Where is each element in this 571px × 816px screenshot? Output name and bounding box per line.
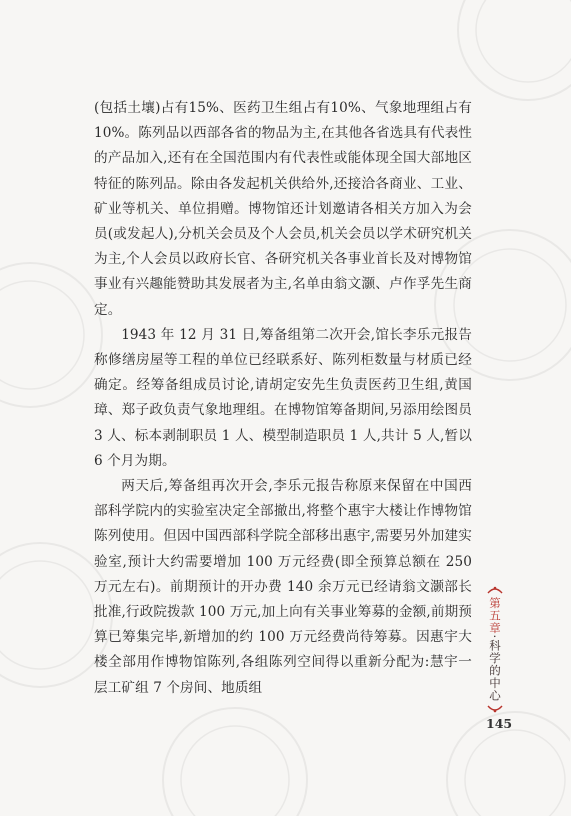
body-text [94,96,477,701]
chapter-label: 第五章 [488,597,502,635]
paragraph-2: 1943 年 12 月 31 日,筹备组第二次开会,馆长李乐元报告称修缮房屋等工程的单位已经联系好、陈列柜数量与材质已经确定。经筹备组成员讨论,请胡定安先生负责医药卫生组,黄国璋、郑子政负责气象地理组。在博物馆筹备期间,另添用绘图员 3 人、标本剥制职员 1 人、模型制造职员 1 人,共计 5 人,暂以 6 个月为期。 [94,326,477,469]
chapter-tab [484,585,506,714]
paragraph-1: (包括土壤)占有15%、医药卫生组占有10%、气象地理组占有10%。陈列品以西部各省的物品为主,在其他各省选具有代表性的产品加入,还有在全国范围内有代表性或能体现全国大部地区特征的陈列品。除由各发起机关供给外,还接洽各商业、工业、矿业等机关、单位捐赠。博物馆还计划邀请各相关方加入为会员(或发起人),分机关会员及个人会员,机关会员以学术研究机关为主,个人会员以政府长官、各研究机关各事业首长及对博物馆事业有兴趣能赞助其发展者为主,名单由翁文灏、卢作孚先生商定。 [94,100,472,318]
chapter-title: 科学的中心 [488,639,502,702]
watermark-bottom-center [150,690,320,816]
paragraph-3: 两天后,筹备组再次开会,李乐元报告称原来保留在中国西部科学院内的实验室决定全部撤出,将整个惠宇大楼让作博物馆陈列使用。但因中国西部科学院全部移出惠宇,需要另外加建实验室,预计大约需要增加 100 万元经费(即全预算总额在 250 万元左右)。前期预计的开办费 140 余万元已经请翁文灏部长批准,行政院拨款 100 万元,加上向有关事业筹募的金额,前期预算已筹集完毕,新增加的约 100 万元经费尚待筹募。因惠宇大楼全部用作博物馆陈列,各组陈列空间得以重新分配为:慧宇一层工矿组 7 个房间、地质组 [94,478,477,696]
chapter-text [488,597,502,702]
chapter-separator: · [488,634,502,640]
ornament-bottom-icon [486,704,504,714]
page-number: 145 [486,716,513,731]
ornament-top-icon [486,585,504,595]
